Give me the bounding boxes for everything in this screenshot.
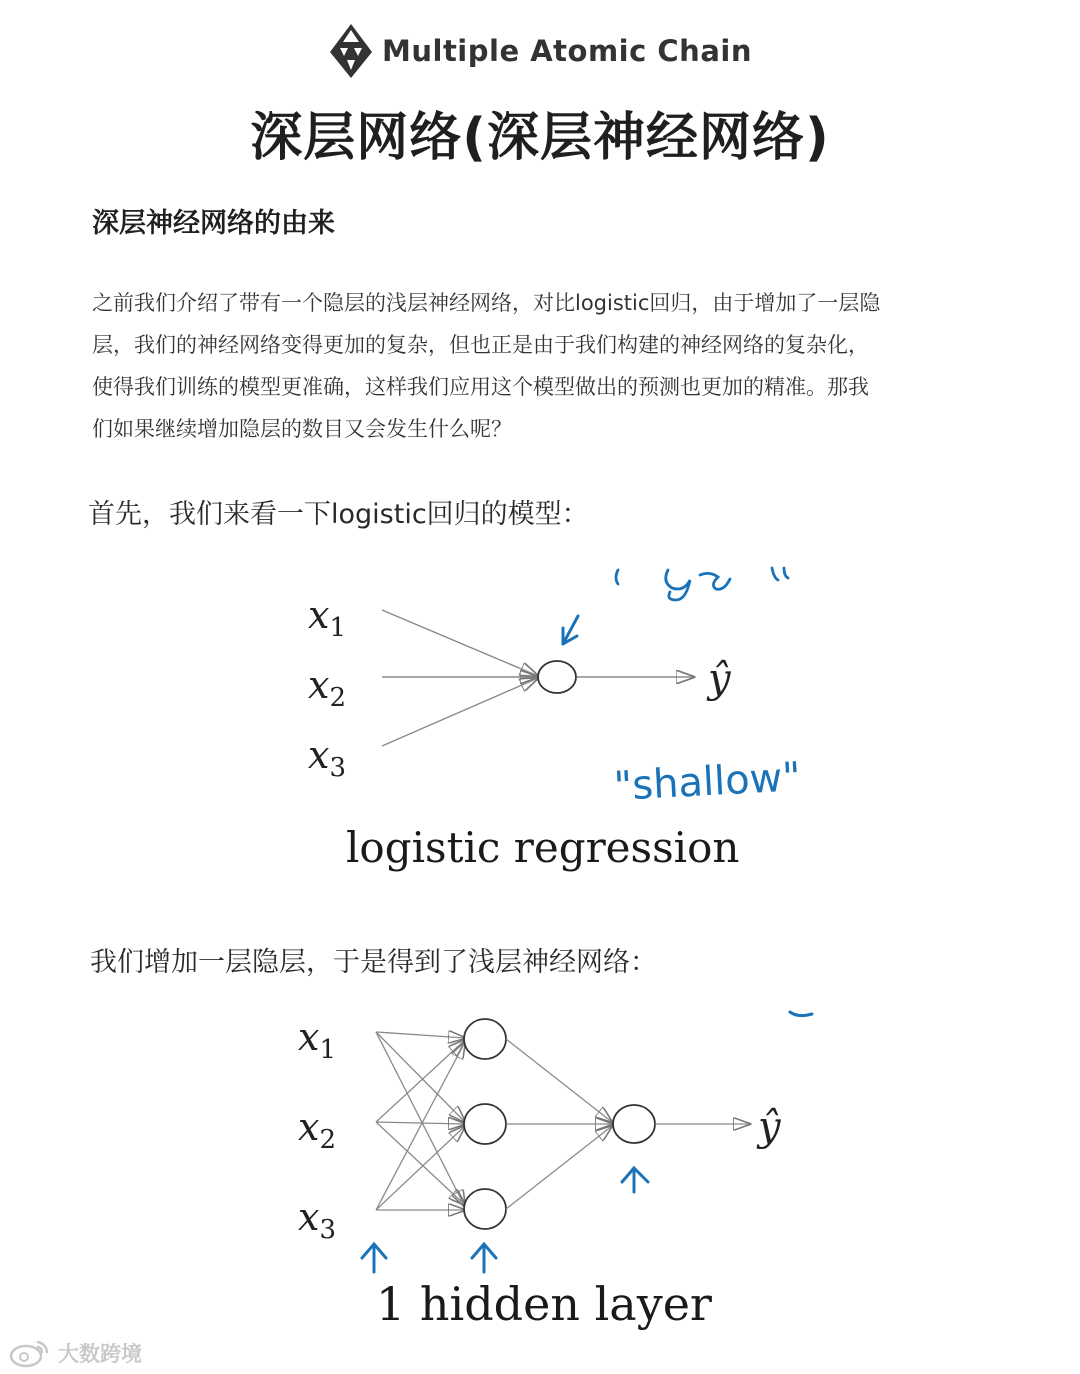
page-title: 深层网络(深层神经网络) [250, 108, 830, 168]
input-x2: $x_2$ [298, 1105, 336, 1155]
output-neuron [613, 1105, 655, 1143]
output-neuron [538, 661, 576, 693]
input-x1: $x_1$ [308, 593, 346, 643]
output-y-hat: ŷ [708, 656, 731, 702]
output-y-hat: ŷ [758, 1104, 781, 1150]
hidden-output-edges [506, 1039, 612, 1209]
weibo-icon [8, 1338, 52, 1368]
figure2-caption: 1 hidden layer [376, 1277, 712, 1331]
paragraph-line: 使得我们训练的模型更准确，这样我们应用这个模型做出的预测也更加的精准。那我 [92, 375, 869, 399]
pen-arrow-mark [472, 1244, 496, 1272]
edge [382, 610, 538, 676]
section-heading: 深层神经网络的由来 [92, 208, 335, 239]
pen-scribble-mark [790, 1012, 812, 1016]
logistic-regression-figure [0, 560, 1080, 890]
edge [382, 678, 538, 746]
figure1-lead: 首先，我们来看一下logistic回归的模型： [88, 499, 589, 530]
paragraph-line: 之前我们介绍了带有一个隐层的浅层神经网络，对比logistic回归，由于增加了一层隐 [92, 291, 881, 315]
input-x3: $x_3$ [298, 1195, 336, 1245]
shallow-annotation: "shallow" [612, 754, 802, 810]
hidden-neuron-3 [464, 1189, 506, 1229]
watermark [8, 1338, 142, 1368]
input-x1: $x_1$ [298, 1015, 336, 1065]
hidden-neuron-2 [464, 1104, 506, 1144]
hidden-neuron-1 [464, 1019, 506, 1059]
input-hidden-edges [376, 1032, 465, 1210]
paragraph-line: 层，我们的神经网络变得更加的复杂，但也正是由于我们构建的神经网络的复杂化， [92, 333, 869, 357]
figure1-caption: logistic regression [346, 823, 740, 872]
paragraph-line: 们如果继续增加隐层的数目又会发生什么呢？ [92, 417, 512, 441]
pen-scribble-mark [616, 568, 788, 600]
pen-arrow-mark [622, 1168, 648, 1192]
figure2-lead: 我们增加一层隐层，于是得到了浅层神经网络： [90, 947, 657, 978]
watermark-text: 大数跨境 [58, 1342, 142, 1366]
input-x3: $x_3$ [308, 733, 346, 783]
brand-name: Multiple Atomic Chain [382, 34, 752, 68]
intro-paragraph [92, 282, 1012, 450]
atomic-chain-logo-icon [328, 22, 374, 80]
pen-arrow-mark [362, 1244, 386, 1272]
pen-arrow-mark [563, 616, 578, 644]
shallow-network-figure [0, 995, 1080, 1335]
input-x2: $x_2$ [308, 663, 346, 713]
brand-header [0, 20, 1080, 82]
